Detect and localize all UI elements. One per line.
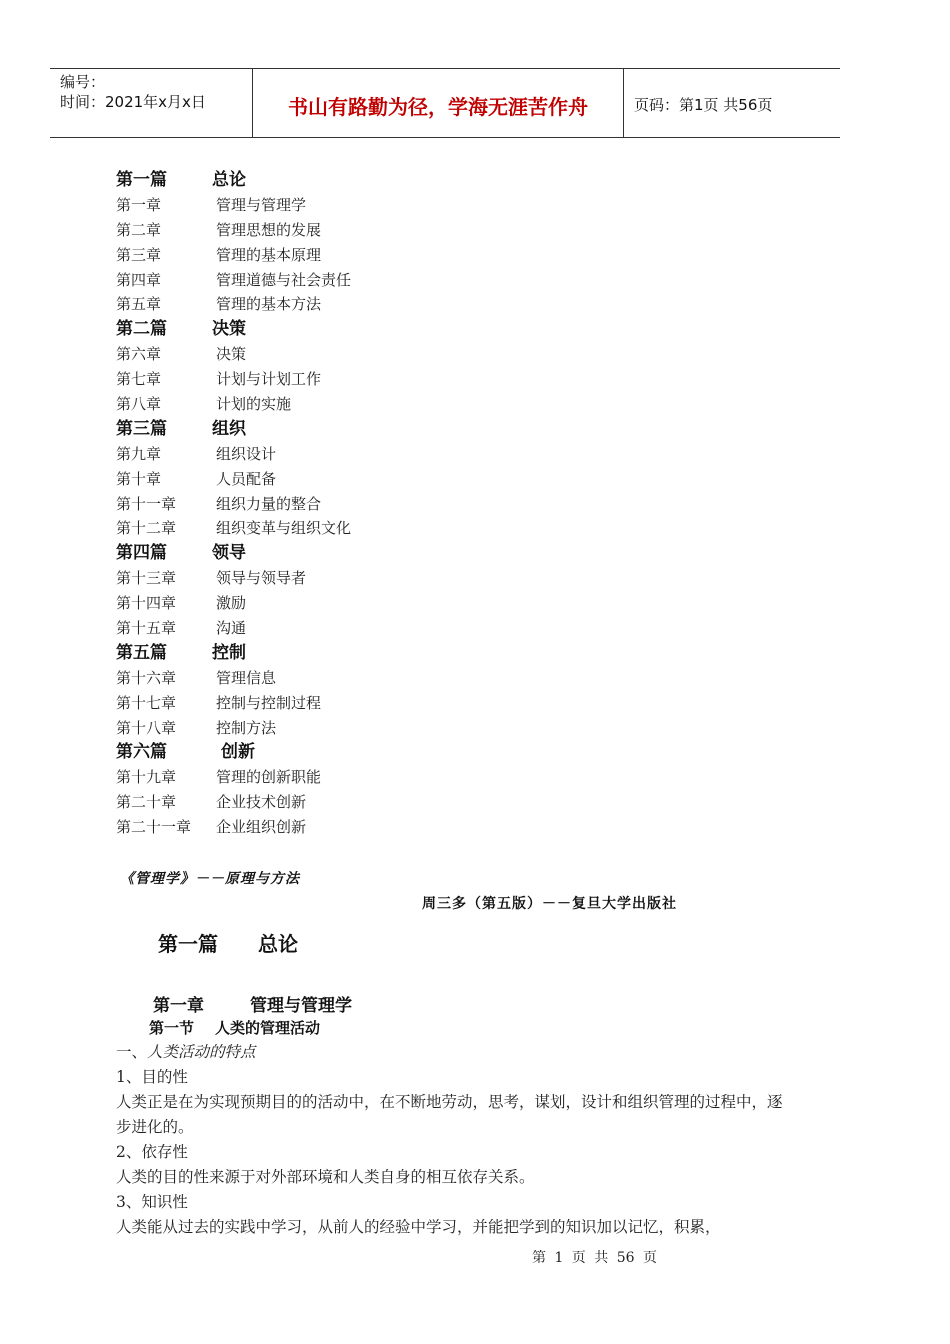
toc-chapter: [116, 367, 516, 392]
toc-title: 计划与计划工作: [216, 370, 322, 389]
toc-number: 第三篇: [116, 418, 167, 439]
page-header: [50, 68, 840, 138]
item-title: 1、目的性: [116, 1068, 188, 1086]
toc-number: 第七章: [116, 370, 162, 389]
toc-title: 企业组织创新: [216, 818, 307, 837]
item-text: 人类正是在为实现预期目的的活动中，在不断地劳动，思考，谋划，设计和组织管理的过程中，逐步进化的。: [116, 1093, 783, 1136]
toc-number: 第十二章: [116, 519, 177, 538]
toc-title: 领导: [212, 543, 246, 564]
toc-title: 组织变革与组织文化: [216, 519, 352, 538]
page-footer: 第 1 页 共 56 页: [532, 1250, 657, 1266]
subheading: [116, 1040, 786, 1065]
toc-number: 第一章: [116, 195, 162, 214]
toc-title: 企业技术创新: [216, 793, 307, 812]
section-heading: [149, 1017, 321, 1038]
toc-title: 组织力量的整合: [216, 494, 322, 513]
toc-chapter: [116, 666, 516, 691]
toc-number: 第五篇: [116, 642, 167, 663]
toc-number: 第五章: [116, 295, 162, 314]
toc-chapter: [116, 492, 516, 517]
toc-number: 第十七章: [116, 693, 177, 712]
toc-title: 组织: [212, 418, 246, 439]
toc-number: 第四章: [116, 270, 162, 289]
toc-number: 第二篇: [116, 319, 167, 340]
book-title: 《管理学》－－原理与方法: [120, 871, 300, 887]
toc-chapter: [116, 516, 516, 541]
item-text: 人类的目的性来源于对外部环境和人类自身的相互依存关系。: [116, 1168, 535, 1186]
toc-chapter: [116, 691, 516, 716]
item-title: 2、依存性: [116, 1143, 188, 1161]
toc-number: 第六篇: [116, 742, 167, 763]
toc-part: [116, 541, 516, 566]
toc-number: 第十五章: [116, 619, 177, 638]
section-title: 人类的管理活动: [215, 1019, 321, 1037]
toc-chapter: [116, 765, 516, 790]
toc-part: [116, 417, 516, 442]
toc-number: 第二章: [116, 220, 162, 239]
subheading-text: 人类活动的特点: [147, 1043, 256, 1061]
toc-number: 第十三章: [116, 569, 177, 588]
number-label: 编号：: [60, 73, 106, 91]
toc-chapter: [116, 616, 516, 641]
toc-number: 第十九章: [116, 768, 177, 787]
part-title: 总论: [258, 932, 298, 956]
toc-title: 管理的基本原理: [216, 245, 322, 264]
toc-number: 第十章: [116, 469, 162, 488]
part-number: 第一篇: [158, 932, 218, 956]
toc-chapter: [116, 716, 516, 741]
section-number: 第一节: [149, 1019, 195, 1037]
toc-title: 决策: [216, 345, 247, 364]
toc-number: 第九章: [116, 444, 162, 463]
toc-chapter: [116, 342, 516, 367]
toc-part: [116, 168, 516, 193]
toc-title: 管理信息: [216, 668, 277, 687]
toc-title: 管理的创新职能: [216, 768, 322, 787]
toc-number: 第十八章: [116, 718, 177, 737]
toc-part: [116, 740, 516, 765]
toc-number: 第八章: [116, 395, 162, 414]
toc-number: 第十一章: [116, 494, 177, 513]
chapter-heading: [153, 991, 352, 1016]
toc-chapter: [116, 442, 516, 467]
table-of-contents: [116, 168, 516, 840]
toc-title: 人员配备: [216, 469, 277, 488]
toc-chapter: [116, 566, 516, 591]
toc-title: 管理思想的发展: [216, 220, 322, 239]
toc-chapter: [116, 218, 516, 243]
time-label: 时间：2021年x月x日: [60, 93, 206, 111]
toc-title: 管理与管理学: [216, 195, 307, 214]
toc-number: 第一篇: [116, 170, 167, 190]
chapter-title: 管理与管理学: [250, 996, 352, 1016]
motto-text: 书山有路勤为径，学海无涯苦作舟: [288, 95, 588, 119]
header-motto-cell: [253, 69, 624, 137]
toc-title: 沟通: [216, 619, 247, 638]
toc-title: 计划的实施: [216, 395, 292, 414]
part-heading: [158, 928, 298, 957]
toc-title: 激励: [216, 594, 247, 613]
page-label: 页码：第1页 共56页: [634, 96, 773, 114]
toc-title: 控制方法: [216, 718, 277, 737]
toc-chapter: [116, 591, 516, 616]
toc-number: 第十六章: [116, 668, 177, 687]
toc-chapter: [116, 790, 516, 815]
author-line: 周三多（第五版）－－复旦大学出版社: [422, 896, 677, 912]
toc-number: 第十四章: [116, 594, 177, 613]
header-page-cell: [624, 69, 840, 137]
toc-chapter: [116, 467, 516, 492]
toc-part: [116, 641, 516, 666]
toc-title: 总论: [212, 170, 246, 190]
toc-number: 第六章: [116, 345, 162, 364]
toc-chapter: [116, 292, 516, 317]
toc-title: 决策: [212, 319, 246, 340]
header-info-cell: [50, 69, 253, 137]
subheading-prefix: 一、: [116, 1043, 148, 1061]
toc-number: 第二十章: [116, 793, 177, 812]
toc-chapter: [116, 243, 516, 268]
toc-chapter: [116, 815, 516, 840]
toc-part: [116, 317, 516, 342]
toc-number: 第四篇: [116, 543, 167, 564]
toc-number: 第二十一章: [116, 818, 192, 837]
toc-title: 创新: [221, 742, 255, 763]
chapter-number: 第一章: [153, 996, 204, 1016]
toc-title: 管理道德与社会责任: [216, 270, 352, 289]
toc-chapter: [116, 193, 516, 218]
toc-title: 管理的基本方法: [216, 295, 322, 314]
toc-number: 第三章: [116, 245, 162, 264]
toc-title: 领导与领导者: [216, 569, 307, 588]
item-title: 3、知识性: [116, 1193, 188, 1211]
item-text: 人类能从过去的实践中学习，从前人的经验中学习，并能把学到的知识加以记忆，积累，: [116, 1218, 721, 1236]
toc-title: 控制: [212, 642, 246, 663]
toc-chapter: [116, 392, 516, 417]
toc-title: 控制与控制过程: [216, 693, 322, 712]
toc-title: 组织设计: [216, 444, 277, 463]
toc-chapter: [116, 268, 516, 293]
